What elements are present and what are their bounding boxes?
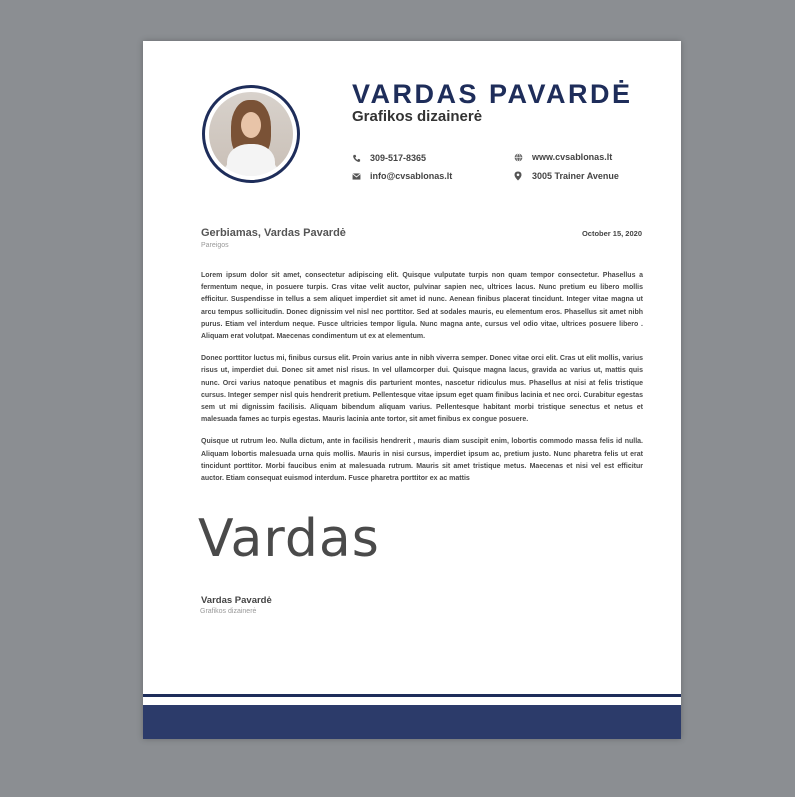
mail-icon (351, 171, 361, 181)
globe-icon (513, 152, 523, 162)
greeting: Gerbiamas, Vardas Pavardė (201, 227, 346, 239)
footer-rule (143, 694, 681, 697)
paragraph-1: Lorem ipsum dolor sit amet, consectetur adipiscing elit. Quisque vulputate turpis non quam tempor consectetur. Phasellus a fermentum neque, in posuere turpis. Cras vitae velit auctor, pulvinar sapien nec, ultrices lacus. Nunc pretium eu libero mollis efficitur. Suspendisse in tellus a sem aliquet imperdiet sit amet id nunc. Aenean finibus placerat tincidunt. Integer vitae magna ut arcu tempus sollicitudin. Donec dignissim vel nisl nec porttitor. Sed at sodales mauris, eu elementum eros. Phasellus sit amet nibh purus. Etiam vel interdum neque. Fusce ultricies tempor ligula. Nunc magna ante, cursus vel odio vitae, ultrices posuere libero . Aliquam erat volutpat. Maecenas condimentum ut ex at elementum. (201, 272, 643, 341)
website-text: www.cvsablonas.lt (532, 152, 613, 162)
contact-phone (351, 153, 426, 163)
photo-body-shape (227, 144, 275, 176)
letter-date: October 15, 2020 (581, 229, 642, 238)
phone-text: 309-517-8365 (370, 153, 427, 163)
header-name: VARDAS PAVARDĖ (352, 79, 633, 109)
contact-email (351, 171, 452, 181)
contact-website (513, 152, 612, 162)
signature-name: Vardas Pavardė (201, 595, 272, 606)
letter-body (201, 270, 643, 495)
header-role: Grafikos dizainerė (352, 108, 483, 125)
footer-band (143, 705, 681, 739)
email-text: info@cvsablonas.lt (370, 171, 453, 181)
paragraph-2: Donec porttitor luctus mi, finibus cursus elit. Proin varius ante in nibh viverra semper. Donec vitae orci elit. Cras ut elit mollis, varius risus ut, imperdiet dui. Donec sit amet nisl risus. In vel ullamcorper dui. Quisque magna lacus, gravida ac varius ut, mattis quis nunc. Orci varius natoque penatibus et magnis dis parturient montes, nascetur ridiculus mus. Phasellus at nisi at felis tristique cursus. Integer semper nisl quis hendrerit pretium. Pellentesque vitae ipsum eget quam finibus lacinia et nec orci. Curabitur egestas sem ut mi dignissim facilisis. Aliquam bibendum aliquam varius. Pellentesque habitant morbi tristique senectus et netus et malesuada fames ac turpis egestas. Mauris lacinia ante tortor, sit amet finibus ex congue posuere. (201, 355, 643, 424)
signature-role: Grafikos dizainerė (200, 608, 257, 615)
photo-face-shape (241, 112, 261, 138)
paragraph-3: Quisque ut rutrum leo. Nulla dictum, ante in facilisis hendrerit , mauris diam suscipit enim, lobortis commodo massa felis id nulla. Aliquam lobortis malesuada urna quis mollis. Mauris in nisi cursus, imperdiet ipsum ac, pretium justo. Nunc pharetra felis ut erat tincidunt porttitor. Morbi faucibus enim at malesuada rutrum. Mauris sit amet tristique metus. Maecenas et nisi vel est efficitur auctor. Etiam consequat euismod interdum. Fusce pharetra porttitor ex ac mattis (201, 438, 643, 483)
address-text: 3005 Trainer Avenue (532, 171, 619, 181)
greeting-position: Pareigos (201, 242, 229, 249)
profile-photo (209, 92, 293, 176)
signature-script: Vardas (198, 509, 380, 569)
phone-icon (351, 153, 361, 163)
location-pin-icon (513, 171, 523, 181)
profile-photo-frame (202, 85, 300, 183)
contact-address (513, 171, 619, 181)
letter-page (143, 41, 681, 739)
